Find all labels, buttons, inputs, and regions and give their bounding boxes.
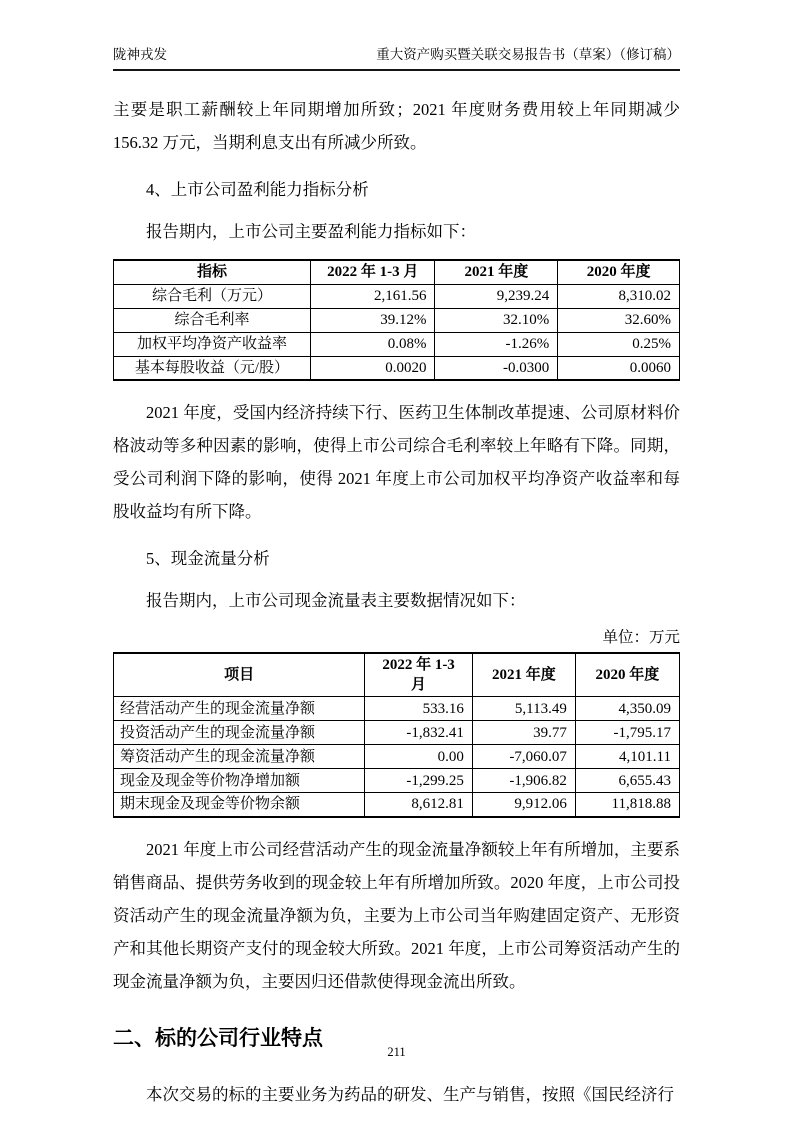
table-cell: 5,113.49 (472, 697, 575, 721)
header-report-title: 重大资产购买暨关联交易报告书（草案）（修订稿） (376, 47, 680, 62)
table-cell: 0.0020 (310, 356, 435, 380)
profit-indicators-table (113, 259, 680, 381)
table-cell: -1,906.82 (472, 769, 575, 793)
paragraph-target-business: 本次交易的标的主要业务为药品的研发、生产与销售，按照《国民经济行 (146, 1084, 674, 1104)
table-cell: -1.26% (435, 332, 558, 356)
table-row (114, 332, 680, 356)
column-header: 2022 年 1-3 月 (365, 653, 473, 697)
paragraph-finance-expense: 主要是职工薪酬较上年同期增加所致；2021 年度财务费用较上年同期减少 156.32 万元，当期利息支出有所减少所致。 (113, 100, 680, 152)
paragraph-cashflow-intro: 报告期内，上市公司现金流量表主要数据情况如下： (146, 591, 526, 610)
page-header (113, 46, 680, 71)
table-cell: 9,912.06 (472, 793, 575, 817)
table-cell: 4,350.09 (575, 697, 679, 721)
table-row (114, 745, 680, 769)
column-header: 2022 年 1-3 月 (310, 260, 435, 284)
column-header: 2021 年度 (435, 260, 558, 284)
table-row (114, 284, 680, 308)
heading-profit-analysis: 4、上市公司盈利能力指标分析 (146, 180, 369, 199)
table-cell: 32.60% (558, 308, 680, 332)
table-row (114, 793, 680, 817)
table-cell: 39.77 (472, 721, 575, 745)
table-cell: 6,655.43 (575, 769, 679, 793)
table-cell: 9,239.24 (435, 284, 558, 308)
table-row (114, 697, 680, 721)
column-header: 2020 年度 (575, 653, 679, 697)
table-cell: 8,612.81 (365, 793, 473, 817)
table-row (114, 721, 680, 745)
column-header: 2021 年度 (472, 653, 575, 697)
heading-cashflow-analysis: 5、现金流量分析 (146, 549, 270, 568)
table-cell: 0.0060 (558, 356, 680, 380)
paragraph-profit-analysis: 2021 年度，受国内经济持续下行、医药卫生体制改革提速、公司原材料价格波动等多种因素的影响，使得上市公司综合毛利率较上年略有下降。同期，受公司利润下降的影响，使得 2021 年度上市公司加权平均净资产收益率和每股收益均有所下降。 (113, 403, 680, 521)
cashflow-table (113, 652, 680, 818)
column-header: 指标 (114, 260, 311, 284)
table-cell: 11,818.88 (575, 793, 679, 817)
table-cell: -0.0300 (435, 356, 558, 380)
table-cell: -1,795.17 (575, 721, 679, 745)
table-cell: 投资活动产生的现金流量净额 (114, 721, 365, 745)
paragraph-cashflow-analysis: 2021 年度上市公司经营活动产生的现金流量净额较上年有所增加，主要系销售商品、提供劳务收到的现金较上年有所增加所致。2020 年度，上市公司投资活动产生的现金流量净额为负，主要为上市公司当年购建固定资产、无形资产和其他长期资产支付的现金较大所致。2021 年度，上市公司筹资活动产生的现金流量净额为负，主要因归还借款使得现金流出所致。 (113, 839, 680, 991)
table-row (114, 308, 680, 332)
column-header: 2020 年度 (558, 260, 680, 284)
table-cell: 0.25% (558, 332, 680, 356)
table-cell: 综合毛利（万元） (114, 284, 311, 308)
table-cell: 0.08% (310, 332, 435, 356)
table-cell: -1,299.25 (365, 769, 473, 793)
table-cell: 基本每股收益（元/股） (114, 356, 311, 380)
table-row (114, 356, 680, 380)
table-cell: 综合毛利率 (114, 308, 311, 332)
column-header: 项目 (114, 653, 365, 697)
table-cell: 加权平均净资产收益率 (114, 332, 311, 356)
heading-target-company-industry: 二、标的公司行业特点 (113, 1026, 323, 1050)
page-number: 211 (387, 1045, 406, 1059)
table-cell: -7,060.07 (472, 745, 575, 769)
table-cell: 2,161.56 (310, 284, 435, 308)
table-cell: 533.16 (365, 697, 473, 721)
table-cell: 4,101.11 (575, 745, 679, 769)
table-cell: 32.10% (435, 308, 558, 332)
table-row (114, 769, 680, 793)
table-header-row (114, 260, 680, 284)
table-cell: 0.00 (365, 745, 473, 769)
paragraph-profit-intro: 报告期内，上市公司主要盈利能力指标如下： (146, 222, 476, 241)
table-cell: 现金及现金等价物净增加额 (114, 769, 365, 793)
table-cell: -1,832.41 (365, 721, 473, 745)
table-cell: 8,310.02 (558, 284, 680, 308)
table-cell: 经营活动产生的现金流量净额 (114, 697, 365, 721)
table-cell: 39.12% (310, 308, 435, 332)
table-cell: 期末现金及现金等价物余额 (114, 793, 365, 817)
table-unit-label: 单位：万元 (602, 629, 680, 646)
table-header-row (114, 653, 680, 697)
header-company-name: 陇神戎发 (113, 47, 167, 62)
table-cell: 筹资活动产生的现金流量净额 (114, 745, 365, 769)
